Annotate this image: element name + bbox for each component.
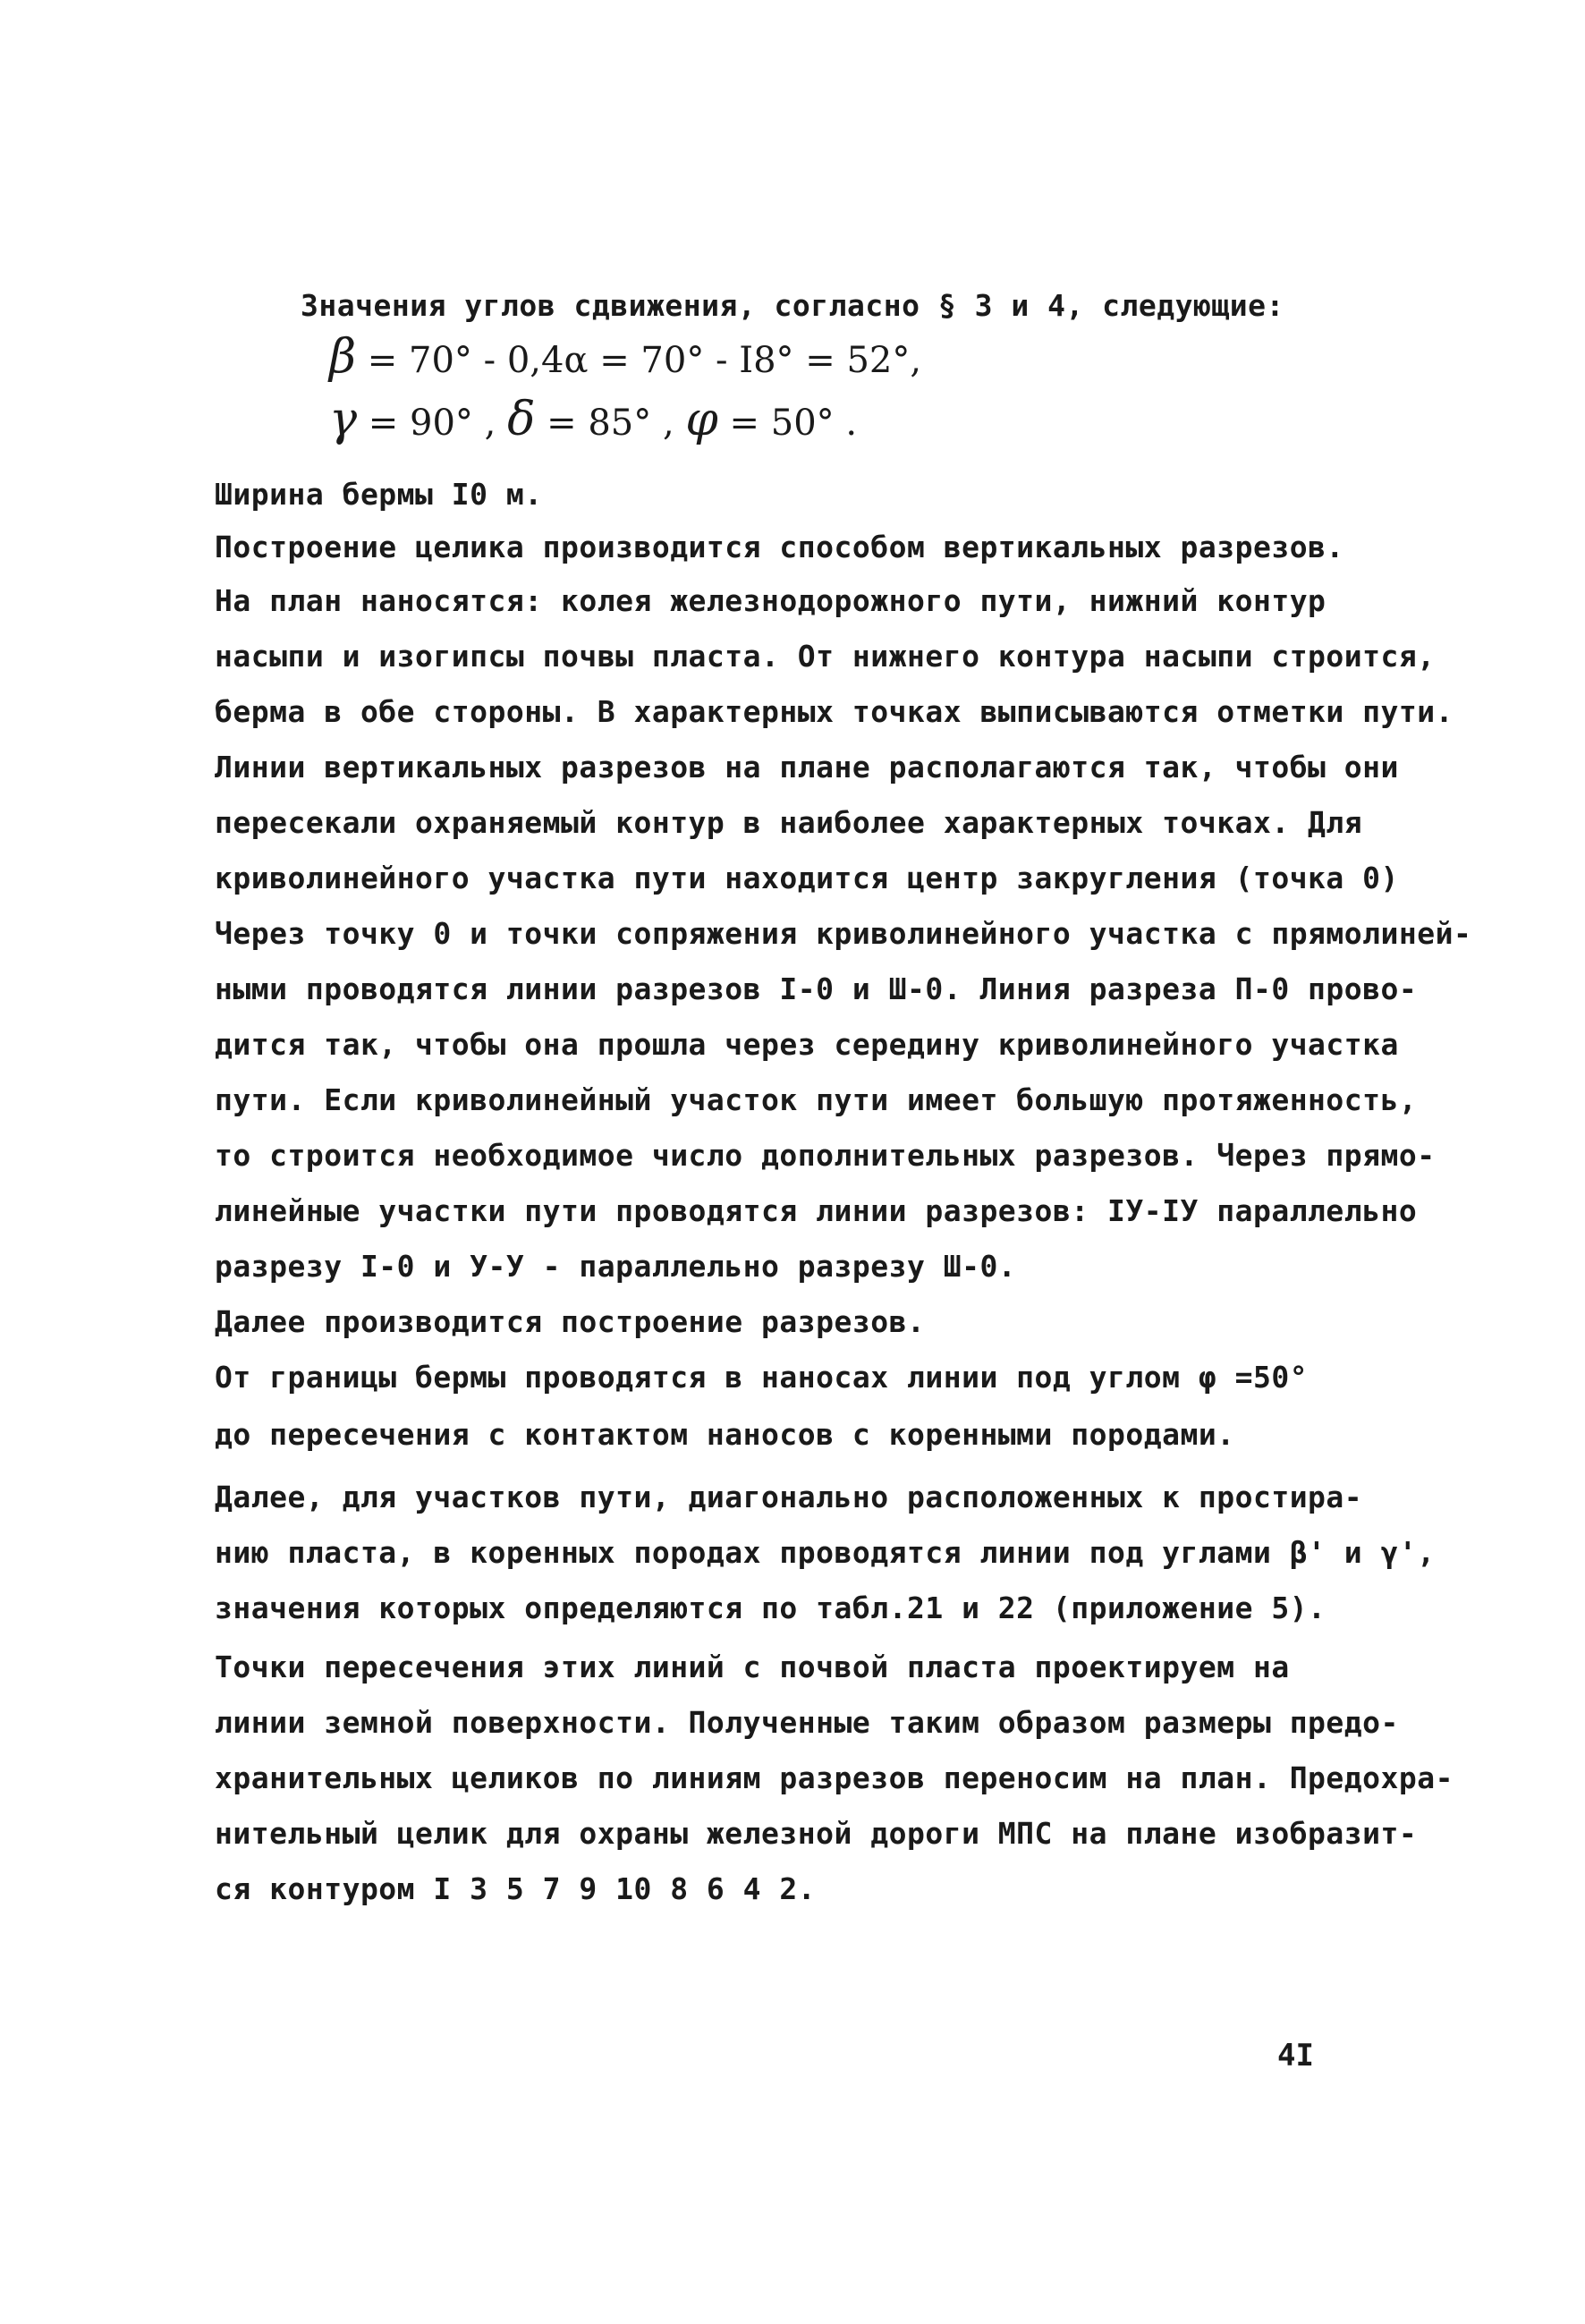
- text-line: Линии вертикальных разрезов на плане располагаются так, чтобы они: [215, 750, 1399, 785]
- text-line: пути. Если криволинейный участок пути имеет большую протяженность,: [215, 1082, 1418, 1117]
- beta-symbol: β: [329, 330, 357, 384]
- text-line: Далее производится построение разрезов.: [215, 1304, 926, 1339]
- text-line: пересекали охраняемый контур в наиболее характерных точках. Для: [215, 805, 1363, 840]
- phi-value: = 50° .: [717, 403, 858, 444]
- text-line: дится так, чтобы она прошла через середину криволинейного участка: [215, 1027, 1399, 1062]
- text-line: до пересечения с контактом наносов с коренными породами.: [215, 1417, 1235, 1452]
- delta-symbol: δ: [507, 393, 536, 446]
- text-line: ными проводятся линии разрезов I-0 и Ш-0. Линия разреза П-0 прово-: [215, 971, 1418, 1006]
- text-line: Далее, для участков пути, диагонально расположенных к простира-: [215, 1480, 1363, 1514]
- intro-line: Значения углов сдвижения, согласно § 3 и 4, следующие:: [301, 288, 1284, 323]
- text-line: значения которых определяются по табл.21 и 22 (приложение 5).: [215, 1590, 1326, 1625]
- text-line: хранительных целиков по линиям разрезов переносим на план. Предохра-: [215, 1760, 1454, 1795]
- text-line: линейные участки пути проводятся линии разрезов: IУ-IУ параллельно: [215, 1193, 1418, 1228]
- gamma-symbol: γ: [329, 393, 358, 446]
- text-line: криволинейного участка пути находится центр закругления (точка 0): [215, 861, 1399, 895]
- text-line: Через точку 0 и точки сопряжения криволинейного участка с прямолиней-: [215, 916, 1472, 951]
- text-line: то строится необходимое число дополнительных разрезов. Через прямо-: [215, 1138, 1436, 1173]
- text-line: нию пласта, в коренных породах проводятся линии под углами β' и γ',: [215, 1535, 1436, 1570]
- text-line: насыпи и изогипсы почвы пласта. От нижнего контура насыпи строится,: [215, 639, 1436, 674]
- formula-beta: [329, 330, 922, 384]
- text-line: На план наносятся: колея железнодорожного пути, нижний контур: [215, 583, 1326, 618]
- page-number: 4I: [1277, 2038, 1314, 2074]
- text-line: линии земной поверхности. Полученные таким образом размеры предо-: [215, 1705, 1399, 1740]
- formula-beta-text: = 70° - 0,4α = 70° - I8° = 52°,: [356, 340, 922, 381]
- formula-angles: [329, 393, 858, 446]
- text-line: ся контуром I 3 5 7 9 10 8 6 4 2.: [215, 1871, 817, 1906]
- text-line: Ширина бермы I0 м.: [215, 477, 543, 512]
- text-line: берма в обе стороны. В характерных точках выписываются отметки пути.: [215, 694, 1454, 729]
- delta-value: = 85° ,: [535, 403, 686, 444]
- gamma-value: = 90° ,: [357, 403, 508, 444]
- text-line: От границы бермы проводятся в наносах линии под углом φ =50°: [215, 1360, 1309, 1395]
- text-line: Точки пересечения этих линий с почвой пласта проектируем на: [215, 1650, 1290, 1684]
- text-line: Построение целика производится способом вертикальных разрезов.: [215, 530, 1344, 564]
- text-line: разрезу I-0 и У-У - параллельно разрезу Ш-0.: [215, 1249, 1017, 1284]
- text-line: нительный целик для охраны железной дороги МПС на плане изобразит-: [215, 1816, 1418, 1851]
- phi-symbol: φ: [685, 393, 718, 446]
